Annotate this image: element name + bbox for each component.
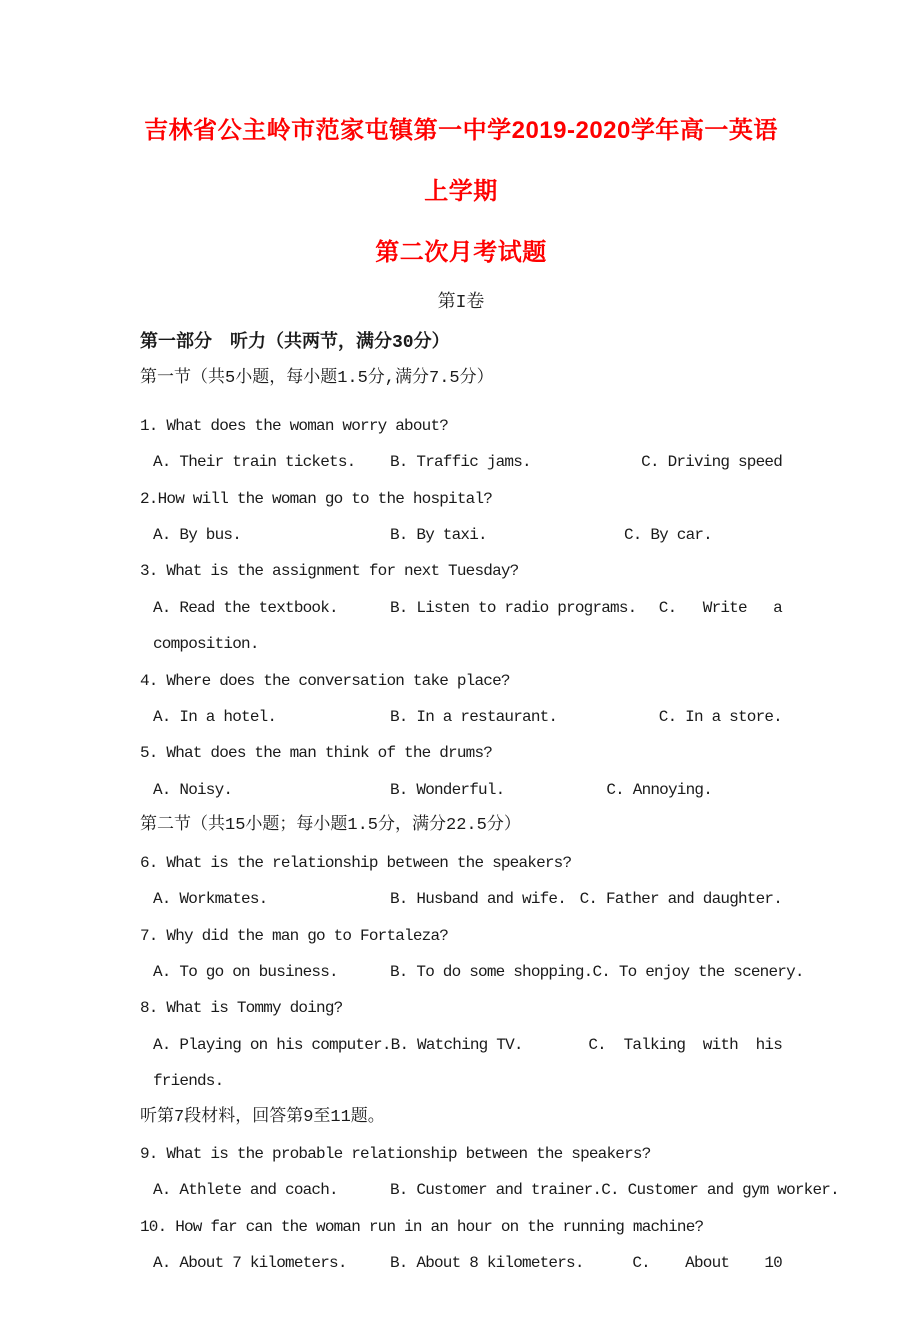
option-c: C. By car. bbox=[623, 526, 712, 545]
option-c: C. Driving speed bbox=[641, 453, 782, 472]
option-b: B. By taxi. bbox=[390, 526, 487, 545]
section1-heading: 第一节（共5小题，每小题1.5分,满分7.5分） bbox=[140, 369, 494, 389]
option-a: A. By bus. bbox=[153, 526, 242, 545]
option-c: C. Annoying. bbox=[606, 780, 712, 799]
question-options bbox=[140, 590, 782, 626]
listening-note: 听第7段材料，回答第9至11题。 bbox=[140, 1107, 385, 1127]
question-text: 7. Why did the man go to Fortaleza? bbox=[140, 926, 449, 945]
question-options bbox=[140, 699, 782, 735]
question-options bbox=[140, 1172, 839, 1208]
option-b: B. Husband and wife. bbox=[390, 890, 567, 909]
exam-body bbox=[140, 325, 839, 1282]
option-a: A. About 7 kilometers. bbox=[153, 1254, 347, 1273]
option-c: C. Write a bbox=[658, 598, 782, 617]
question-block bbox=[140, 481, 782, 554]
exam-title-line2: 第二次月考试题 bbox=[375, 239, 547, 266]
question-text: 4. Where does the conversation take place? bbox=[140, 671, 510, 690]
question-text: 6. What is the relationship between the speakers? bbox=[140, 853, 572, 872]
option-c: C. Talking with his bbox=[588, 1035, 782, 1054]
question-options bbox=[140, 444, 782, 480]
option-c: C. In a store. bbox=[658, 708, 782, 727]
question-block bbox=[140, 1136, 839, 1209]
question-block bbox=[140, 735, 782, 808]
section2-heading: 第二节（共15小题；每小题1.5分，满分22.5分） bbox=[140, 816, 521, 836]
option-b: B. About 8 kilometers. bbox=[390, 1254, 584, 1273]
question-options bbox=[140, 954, 804, 990]
question-text: 10. How far can the woman run in an hour on the running machine? bbox=[140, 1217, 704, 1236]
option-b: B. Customer and trainer. bbox=[390, 1181, 602, 1200]
question-block bbox=[140, 1209, 782, 1282]
option-c: C. To enjoy the scenery. bbox=[592, 962, 804, 981]
option-b: B. Listen to radio programs. bbox=[390, 598, 637, 617]
option-b: B. To do some shopping. bbox=[390, 962, 593, 981]
option-c: C. About 10 bbox=[632, 1254, 782, 1273]
question-block bbox=[140, 918, 804, 991]
option-a: A. Their train tickets. bbox=[153, 453, 356, 472]
question-block bbox=[140, 408, 782, 481]
question-text: 5. What does the man think of the drums? bbox=[140, 744, 493, 763]
question-options bbox=[140, 1245, 782, 1281]
question-text: 1. What does the woman worry about? bbox=[140, 416, 449, 435]
question-options bbox=[140, 1027, 782, 1063]
volume-heading: 第I卷 bbox=[437, 293, 485, 313]
option-a: A. Noisy. bbox=[153, 780, 233, 799]
part1-heading: 第一部分 听力（共两节，满分30分） bbox=[140, 333, 450, 353]
option-b: B. Wonderful. bbox=[390, 780, 505, 799]
option-a: A. Athlete and coach. bbox=[153, 1181, 338, 1200]
option-continuation: friends. bbox=[153, 1072, 224, 1091]
question-block bbox=[140, 990, 782, 1099]
option-a: A. Workmates. bbox=[153, 890, 268, 909]
option-c: C. Father and daughter. bbox=[579, 890, 782, 909]
option-c: C. Customer and gym worker. bbox=[601, 1181, 839, 1200]
question-block bbox=[140, 663, 782, 736]
question-options bbox=[140, 517, 782, 553]
option-a: A. To go on business. bbox=[153, 962, 338, 981]
option-a: A. In a hotel. bbox=[153, 708, 277, 727]
question-text: 8. What is Tommy doing? bbox=[140, 999, 343, 1018]
option-b: B. Watching TV. bbox=[390, 1035, 523, 1054]
question-text: 9. What is the probable relationship between the speakers? bbox=[140, 1144, 651, 1163]
exam-title bbox=[140, 100, 782, 283]
option-continuation: composition. bbox=[153, 635, 259, 654]
question-block bbox=[140, 553, 782, 662]
option-b: B. Traffic jams. bbox=[390, 453, 531, 472]
option-a: A. Playing on his computer. bbox=[153, 1035, 391, 1054]
option-a: A. Read the textbook. bbox=[153, 598, 338, 617]
question-block bbox=[140, 845, 782, 918]
question-options bbox=[140, 772, 782, 808]
question-text: 3. What is the assignment for next Tuesday? bbox=[140, 562, 519, 581]
exam-title-line1: 吉林省公主岭市范家屯镇第一中学2019-2020学年高一英语上学期 bbox=[144, 117, 778, 205]
question-text: 2.How will the woman go to the hospital? bbox=[140, 489, 493, 508]
question-options bbox=[140, 881, 782, 917]
option-b: B. In a restaurant. bbox=[390, 708, 558, 727]
